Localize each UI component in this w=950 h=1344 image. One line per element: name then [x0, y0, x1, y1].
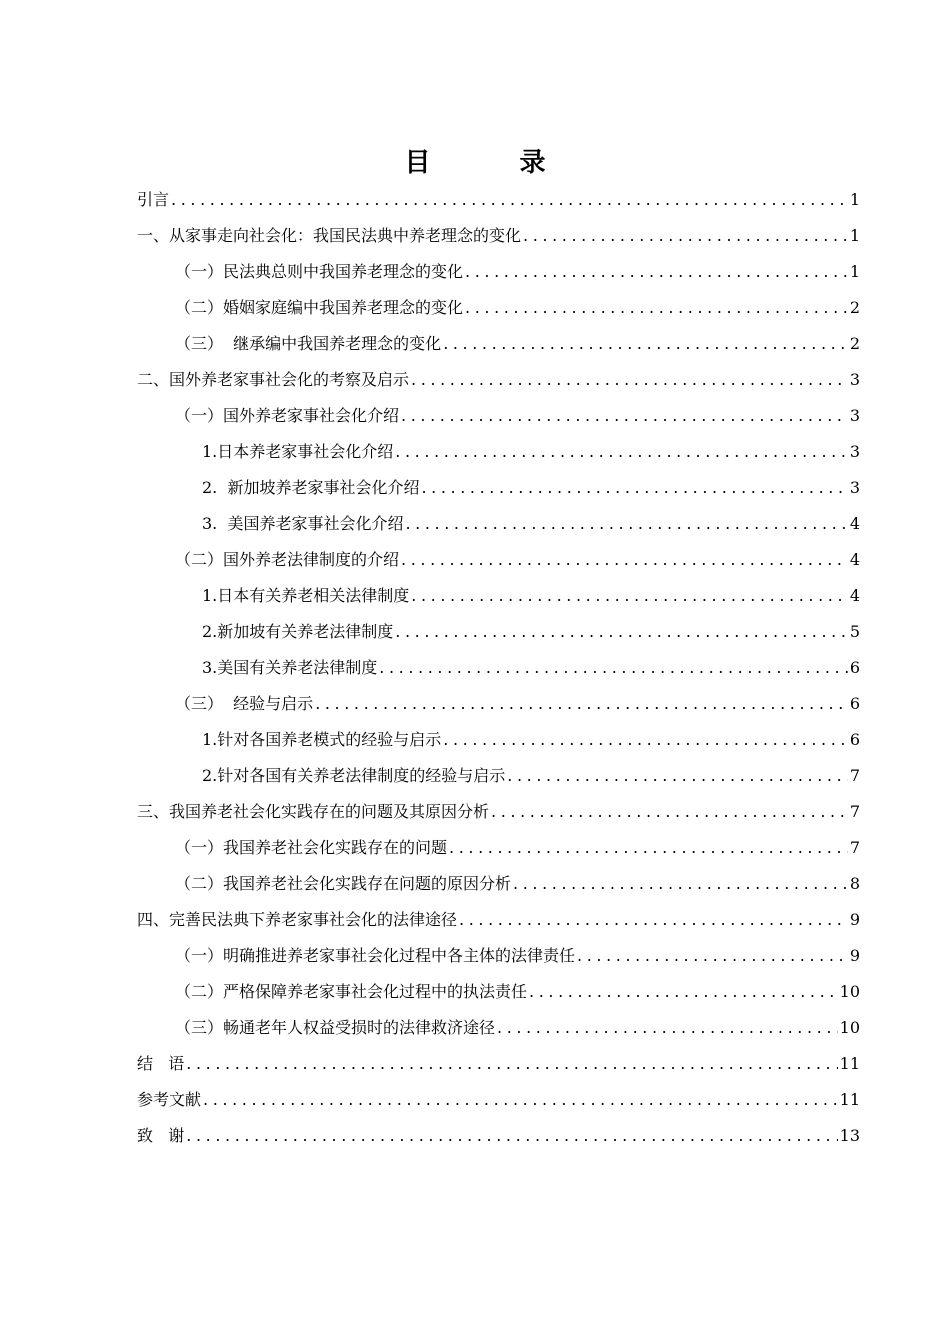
toc-entry-title: 四、完善民法典下养老家事社会化的法律途径 — [137, 910, 458, 929]
dot-leader — [459, 910, 848, 930]
toc-entry-page-number: 1 — [849, 262, 860, 281]
toc-entry-title: （二）国外养老法律制度的介绍 — [175, 550, 400, 569]
dot-leader — [315, 694, 848, 714]
dot-leader — [523, 226, 848, 246]
toc-entry-page-number: 6 — [849, 658, 860, 677]
toc-entry[interactable] — [137, 830, 860, 866]
page-title: 目 录 — [404, 148, 586, 178]
toc-entry-page-number: 7 — [849, 802, 860, 821]
toc-entry-title: 3.美国有关养老法律制度 — [202, 658, 378, 677]
dot-leader — [395, 622, 848, 642]
toc-entry-page-number: 13 — [839, 1126, 860, 1145]
dot-leader — [203, 1090, 838, 1110]
toc-entry-title: 1.日本有关养老相关法律制度 — [202, 586, 410, 605]
toc-entry[interactable] — [137, 434, 860, 470]
dot-leader — [395, 442, 848, 462]
toc-entry-page-number: 3 — [849, 478, 860, 497]
toc-entry-title: 3. 美国养老家事社会化介绍 — [202, 514, 404, 533]
toc-entry-title: 结 语 — [137, 1054, 185, 1073]
toc-entry-page-number: 4 — [849, 550, 860, 569]
toc-entry[interactable] — [137, 398, 860, 434]
toc-entry[interactable] — [137, 542, 860, 578]
toc-entry-title: 1.针对各国养老模式的经验与启示 — [202, 730, 442, 749]
toc-entry-title: 1.日本养老家事社会化介绍 — [202, 442, 394, 461]
toc-entry-page-number: 2 — [849, 298, 860, 317]
toc-entry-page-number: 4 — [849, 514, 860, 533]
toc-entry[interactable] — [137, 218, 860, 254]
toc-entry-title: 参考文献 — [137, 1090, 202, 1109]
toc-entry-title: （一）民法典总则中我国养老理念的变化 — [175, 262, 464, 281]
dot-leader — [171, 190, 848, 210]
toc-entry-title: （二）我国养老社会化实践存在问题的原因分析 — [175, 874, 512, 893]
dot-leader — [465, 298, 848, 318]
dot-leader — [465, 262, 848, 282]
toc-entry[interactable] — [137, 1010, 860, 1046]
toc-entry-page-number: 1 — [849, 226, 860, 245]
toc-entry-title: 2. 新加坡养老家事社会化介绍 — [202, 478, 420, 497]
dot-leader — [411, 370, 848, 390]
toc-entry[interactable] — [137, 614, 860, 650]
toc-entry[interactable] — [137, 1118, 860, 1154]
toc-entry-title: （二）婚姻家庭编中我国养老理念的变化 — [175, 298, 464, 317]
toc-entry[interactable] — [137, 794, 860, 830]
toc-entry-title: （三）畅通老年人权益受损时的法律救济途径 — [175, 1018, 496, 1037]
toc-entry-page-number: 11 — [839, 1090, 860, 1109]
dot-leader — [421, 478, 847, 498]
toc-entry[interactable] — [137, 902, 860, 938]
dot-leader — [497, 1018, 838, 1038]
toc-entry[interactable] — [137, 578, 860, 614]
toc-entry-page-number: 5 — [849, 622, 860, 641]
toc-entry-title: （二）严格保障养老家事社会化过程中的执法责任 — [175, 982, 528, 1001]
toc-entry-page-number: 1 — [849, 190, 860, 209]
dot-leader — [186, 1126, 837, 1146]
toc-entry-title: （三） 经验与启示 — [175, 694, 314, 713]
toc-entry-page-number: 3 — [849, 406, 860, 425]
toc-entry-page-number: 4 — [849, 586, 860, 605]
dot-leader — [513, 874, 848, 894]
toc-entry[interactable] — [137, 722, 860, 758]
dot-leader — [186, 1054, 837, 1074]
toc-entry-title: 致 谢 — [137, 1126, 185, 1145]
toc-entry-page-number: 3 — [849, 442, 860, 461]
toc-entry-page-number: 7 — [849, 838, 860, 857]
dot-leader — [443, 334, 848, 354]
toc-entry-page-number: 9 — [849, 946, 860, 965]
toc-entry[interactable] — [137, 182, 860, 218]
dot-leader — [507, 766, 848, 786]
toc-entry[interactable] — [137, 1046, 860, 1082]
toc-entry-title: 引言 — [137, 190, 170, 209]
toc-entry-title: （一）明确推进养老家事社会化过程中各主体的法律责任 — [175, 946, 576, 965]
toc-entry[interactable] — [137, 470, 860, 506]
toc-entry[interactable] — [137, 326, 860, 362]
toc-entry-title: 二、国外养老家事社会化的考察及启示 — [137, 370, 410, 389]
table-of-contents — [137, 182, 860, 1154]
toc-entry-page-number: 6 — [849, 730, 860, 749]
toc-entry[interactable] — [137, 506, 860, 542]
toc-entry[interactable] — [137, 866, 860, 902]
toc-entry-page-number: 11 — [839, 1054, 860, 1073]
dot-leader — [411, 586, 848, 606]
dot-leader — [529, 982, 838, 1002]
toc-entry-page-number: 2 — [849, 334, 860, 353]
dot-leader — [491, 802, 848, 822]
dot-leader — [401, 406, 848, 426]
dot-leader — [379, 658, 848, 678]
dot-leader — [449, 838, 848, 858]
toc-entry-page-number: 7 — [849, 766, 860, 785]
toc-entry[interactable] — [137, 1082, 860, 1118]
toc-entry-page-number: 3 — [849, 370, 860, 389]
toc-entry-page-number: 9 — [849, 910, 860, 929]
toc-entry-page-number: 10 — [839, 1018, 860, 1037]
toc-entry[interactable] — [137, 254, 860, 290]
toc-entry[interactable] — [137, 362, 860, 398]
dot-leader — [443, 730, 848, 750]
toc-entry[interactable] — [137, 938, 860, 974]
toc-entry-page-number: 6 — [849, 694, 860, 713]
toc-entry-title: （三） 继承编中我国养老理念的变化 — [175, 334, 442, 353]
toc-entry-title: 一、从家事走向社会化：我国民法典中养老理念的变化 — [137, 226, 522, 245]
toc-entry[interactable] — [137, 686, 860, 722]
toc-entry[interactable] — [137, 290, 860, 326]
toc-entry-title: 2.新加坡有关养老法律制度 — [202, 622, 394, 641]
toc-entry-title: （一）我国养老社会化实践存在的问题 — [175, 838, 448, 857]
toc-entry-page-number: 10 — [839, 982, 860, 1001]
toc-entry-title: 三、我国养老社会化实践存在的问题及其原因分析 — [137, 802, 490, 821]
toc-entry[interactable] — [137, 758, 860, 794]
toc-entry-title: 2.针对各国有关养老法律制度的经验与启示 — [202, 766, 506, 785]
toc-entry[interactable] — [137, 650, 860, 686]
toc-entry[interactable] — [137, 974, 860, 1010]
dot-leader — [401, 550, 848, 570]
toc-entry-title: （一）国外养老家事社会化介绍 — [175, 406, 400, 425]
toc-entry-page-number: 8 — [849, 874, 860, 893]
dot-leader — [577, 946, 848, 966]
dot-leader — [405, 514, 847, 534]
